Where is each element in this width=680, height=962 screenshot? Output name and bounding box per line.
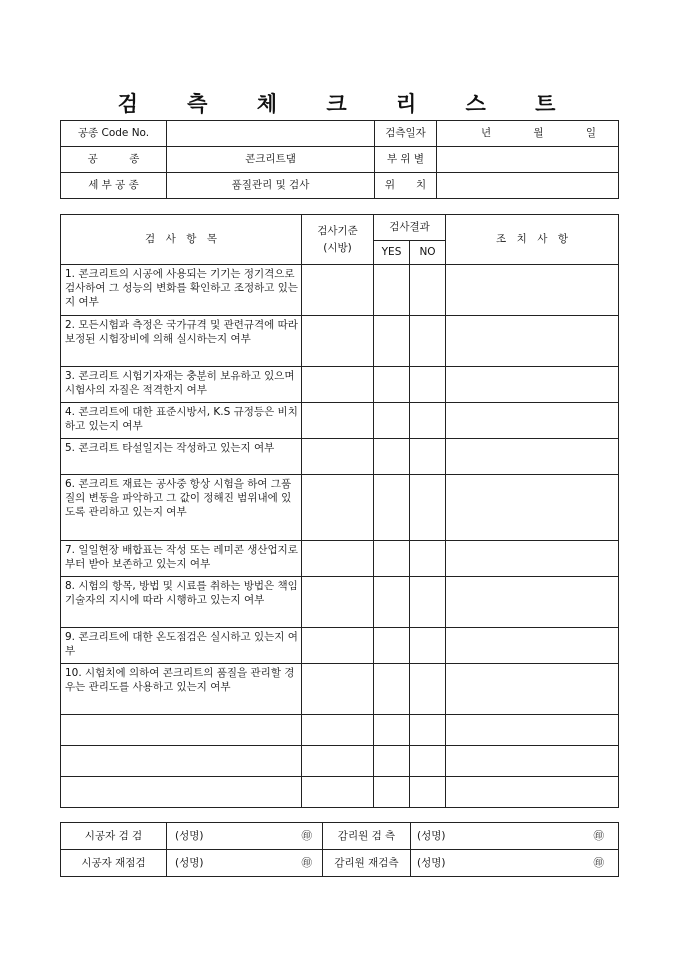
checklist-table: [60, 214, 619, 808]
action-cell[interactable]: [446, 541, 619, 577]
yes-cell[interactable]: [374, 746, 410, 777]
supervisor-name-label: (성명): [417, 829, 446, 842]
yes-cell[interactable]: [374, 367, 410, 403]
action-cell[interactable]: [446, 628, 619, 664]
no-cell[interactable]: [410, 577, 446, 628]
yes-cell[interactable]: [374, 403, 410, 439]
supervisor-signature-field[interactable]: [411, 823, 619, 850]
inspection-date-label: 검측일자: [375, 121, 437, 147]
signature-table: [60, 822, 619, 877]
code-value[interactable]: [167, 121, 375, 147]
checklist-item-1: 1. 콘크리트의 시공에 사용되는 기기는 정기격으로 검사하여 그 성능의 변화를 확인하고 조정하고 있는지 여부: [61, 265, 302, 316]
criteria-cell[interactable]: [302, 265, 374, 316]
criteria-cell[interactable]: [302, 715, 374, 746]
no-cell[interactable]: [410, 367, 446, 403]
empty-row: [61, 746, 619, 777]
criteria-cell[interactable]: [302, 541, 374, 577]
supervisor-reinspection-label: 감리원 재검측: [323, 850, 411, 877]
code-label: 공종 Code No.: [61, 121, 167, 147]
checklist-item-9: 9. 콘크리트에 대한 온도점검은 실시하고 있는지 여부: [61, 628, 302, 664]
criteria-cell[interactable]: [302, 664, 374, 715]
contractor-inspection-label: 시공자 검 검: [61, 823, 167, 850]
header-criteria: [302, 215, 374, 265]
action-cell[interactable]: [446, 577, 619, 628]
seal-icon: ㊞: [301, 829, 312, 842]
table-row: [61, 664, 619, 715]
criteria-cell[interactable]: [302, 403, 374, 439]
no-cell[interactable]: [410, 403, 446, 439]
checklist-item-2: 2. 모든시험과 측정은 국가규격 및 관련규격에 따라 보정된 시험장비에 의해 실시하는지 여부: [61, 316, 302, 367]
yes-cell[interactable]: [374, 541, 410, 577]
supervisor-name-label: (성명): [417, 856, 446, 869]
no-cell[interactable]: [410, 475, 446, 541]
table-row: [61, 628, 619, 664]
table-row: [61, 403, 619, 439]
seal-icon: ㊞: [593, 856, 604, 869]
action-cell[interactable]: [446, 664, 619, 715]
table-row: [61, 316, 619, 367]
contractor-name-label: (성명): [175, 829, 204, 842]
item-cell-empty[interactable]: [61, 715, 302, 746]
action-cell[interactable]: [446, 367, 619, 403]
table-row: [61, 475, 619, 541]
detail-type-value[interactable]: 품질관리 및 검사: [167, 173, 375, 199]
action-cell[interactable]: [446, 746, 619, 777]
yes-cell[interactable]: [374, 475, 410, 541]
item-cell-empty[interactable]: [61, 746, 302, 777]
no-cell[interactable]: [410, 439, 446, 475]
checklist-item-7: 7. 일일현장 배합표는 작성 또는 레미콘 생산업지로 부터 받아 보존하고 있는지 여부: [61, 541, 302, 577]
checklist-item-10: 10. 시험치에 의하여 콘크리트의 품질을 관리할 경우는 관리도를 사용하고 있는지 여부: [61, 664, 302, 715]
header-no: NO: [410, 241, 446, 265]
criteria-cell[interactable]: [302, 577, 374, 628]
supervisor-resignature-field[interactable]: [411, 850, 619, 877]
criteria-cell[interactable]: [302, 439, 374, 475]
no-cell[interactable]: [410, 664, 446, 715]
checklist-item-4: 4. 콘크리트에 대한 표준시방서, K.S 규정등은 비치하고 있는지 여부: [61, 403, 302, 439]
action-cell[interactable]: [446, 715, 619, 746]
info-row-code: [61, 121, 619, 147]
action-cell[interactable]: [446, 403, 619, 439]
seal-icon: ㊞: [301, 856, 312, 869]
criteria-cell[interactable]: [302, 475, 374, 541]
header-yes: YES: [374, 241, 410, 265]
criteria-cell[interactable]: [302, 316, 374, 367]
table-row: [61, 577, 619, 628]
seal-icon: ㊞: [593, 829, 604, 842]
inspection-date-field[interactable]: [437, 121, 619, 147]
action-cell[interactable]: [446, 439, 619, 475]
supervisor-inspection-label: 감리원 검 측: [323, 823, 411, 850]
header-criteria-label: 검사기준: [317, 224, 358, 237]
table-row: [61, 439, 619, 475]
info-table: [60, 120, 619, 199]
no-cell[interactable]: [410, 541, 446, 577]
yes-cell[interactable]: [374, 628, 410, 664]
no-cell[interactable]: [410, 715, 446, 746]
date-year-label: 년: [481, 127, 492, 139]
checklist-item-3: 3. 콘크리트 시험기자재는 충분히 보유하고 있으며 시험사의 자질은 적격한지 여부: [61, 367, 302, 403]
yes-cell[interactable]: [374, 664, 410, 715]
no-cell[interactable]: [410, 628, 446, 664]
yes-cell[interactable]: [374, 265, 410, 316]
yes-cell[interactable]: [374, 715, 410, 746]
contractor-reinspection-label: 시공자 재점검: [61, 850, 167, 877]
contractor-name-label: (성명): [175, 856, 204, 869]
no-cell[interactable]: [410, 777, 446, 808]
item-cell-empty[interactable]: [61, 777, 302, 808]
action-cell[interactable]: [446, 475, 619, 541]
yes-cell[interactable]: [374, 777, 410, 808]
work-type-value[interactable]: 콘크리트댐: [167, 147, 375, 173]
criteria-cell[interactable]: [302, 746, 374, 777]
info-row-detail: [61, 173, 619, 199]
checklist-item-8: 8. 시험의 항목, 방법 및 시료를 취하는 방법은 책임 기술자의 지시에 따라 시행하고 있는지 여부: [61, 577, 302, 628]
header-result: 검사결과: [374, 215, 446, 241]
signature-row-1: [61, 823, 619, 850]
checklist-item-5: 5. 콘크리트 타설일지는 작성하고 있는지 여부: [61, 439, 302, 475]
table-row: [61, 541, 619, 577]
action-cell[interactable]: [446, 316, 619, 367]
page-title: 검 측 체 크 리 스 트: [117, 91, 577, 116]
criteria-cell[interactable]: [302, 367, 374, 403]
yes-cell[interactable]: [374, 316, 410, 367]
action-cell[interactable]: [446, 265, 619, 316]
yes-cell[interactable]: [374, 439, 410, 475]
header-action: 조 치 사 항: [446, 215, 619, 265]
signature-row-2: [61, 850, 619, 877]
no-cell[interactable]: [410, 265, 446, 316]
table-row: [61, 367, 619, 403]
work-type-label: 공 종: [61, 147, 167, 173]
header-items: 검 사 항 목: [61, 215, 302, 265]
criteria-cell[interactable]: [302, 628, 374, 664]
part-value[interactable]: [437, 147, 619, 173]
header-row-1: [61, 215, 619, 241]
empty-row: [61, 777, 619, 808]
checklist-item-6: 6. 콘크리트 재료는 공사중 항상 시험을 하여 그품질의 변동을 파악하고 그 값이 정해진 범위내에 있도록 관리하고 있는지 여부: [61, 475, 302, 541]
date-day-label: 일: [585, 127, 596, 139]
table-row: [61, 265, 619, 316]
date-month-label: 월: [533, 127, 544, 139]
header-criteria-sub: (시방): [323, 241, 352, 254]
yes-cell[interactable]: [374, 577, 410, 628]
criteria-cell[interactable]: [302, 777, 374, 808]
contractor-resignature-field[interactable]: [167, 850, 323, 877]
location-label: 위 치: [375, 173, 437, 199]
no-cell[interactable]: [410, 746, 446, 777]
detail-type-label: 세 부 공 종: [61, 173, 167, 199]
no-cell[interactable]: [410, 316, 446, 367]
part-label: 부 위 별: [375, 147, 437, 173]
info-row-work-type: [61, 147, 619, 173]
empty-row: [61, 715, 619, 746]
action-cell[interactable]: [446, 777, 619, 808]
contractor-signature-field[interactable]: [167, 823, 323, 850]
location-value[interactable]: [437, 173, 619, 199]
